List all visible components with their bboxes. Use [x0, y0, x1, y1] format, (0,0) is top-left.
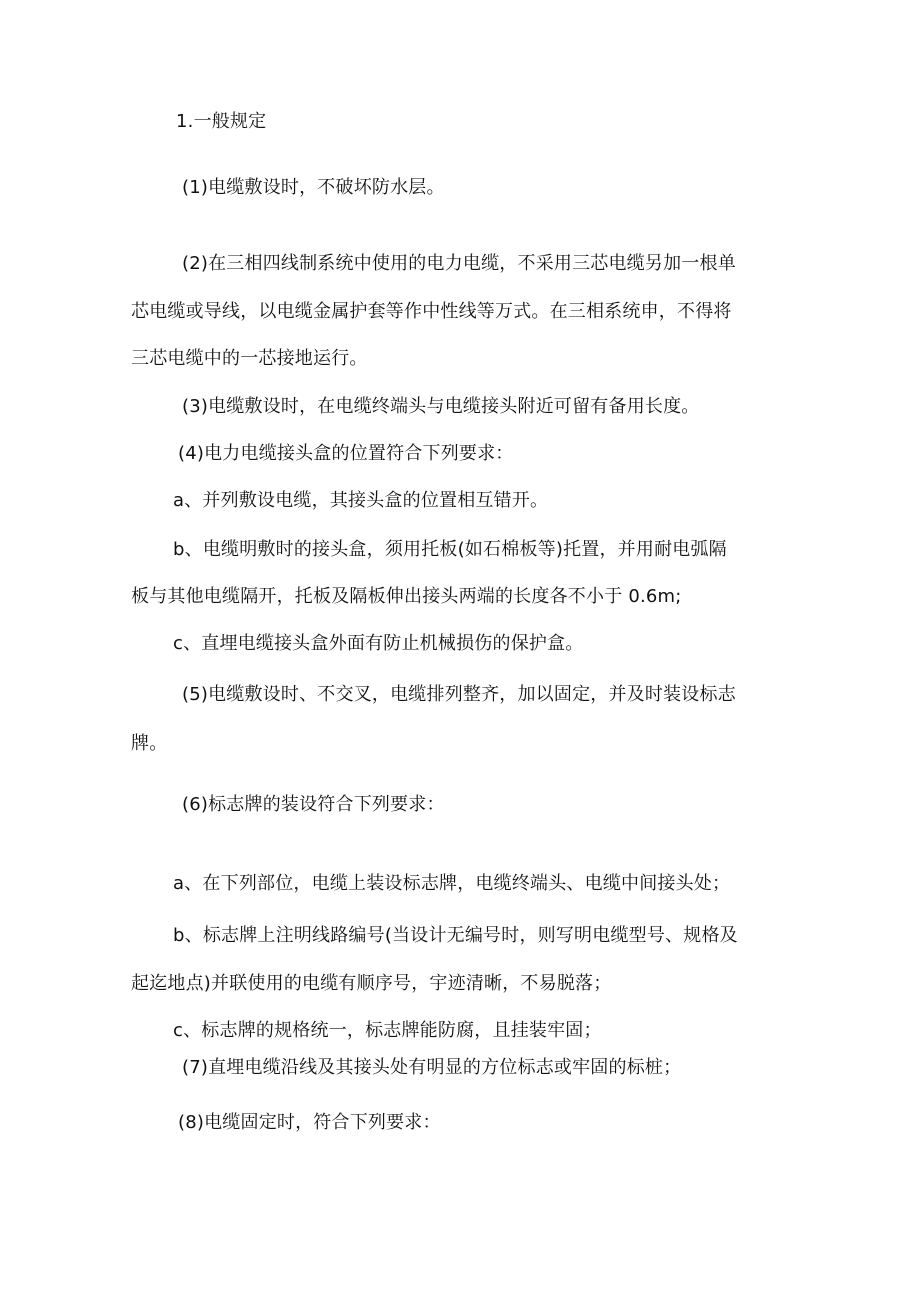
paragraph-6-item-c: c、标志牌的规格统一，标志牌能防腐，且挂装牢固； — [173, 1020, 602, 1041]
paragraph-6-item-b-line-2: 起迄地点)并联使用的电缆有顺序号，宇迹清晰，不易脱落； — [131, 973, 612, 994]
paragraph-6: (6)标志牌的装设符合下列要求： — [182, 794, 445, 815]
section-heading: 1.一般规定 — [176, 111, 267, 132]
paragraph-2-line-1: (2)在三相四线制系统中使用的电力电缆，不采用三芯电缆另加一根单 — [182, 253, 736, 274]
paragraph-4-item-b-line-2: 板与其他电缆隔开，托板及隔板伸出接头两端的长度各不小于 0.6m; — [131, 586, 682, 607]
paragraph-4-item-a: a、并列敷设电缆，其接头盒的位置相互错开。 — [173, 490, 549, 511]
paragraph-2-line-2: 芯电缆或导线，以电缆金属护套等作中性线等万式。在三相系统申，不得将 — [131, 301, 732, 322]
paragraph-3: (3)电缆敷设时，在电缆终端头与电缆接头附近可留有备用长度。 — [182, 396, 700, 417]
paragraph-4-item-c: c、直埋电缆接头盒外面有防止机械损伤的保护盒。 — [173, 633, 584, 654]
paragraph-4-item-b-line-1: b、电缆明敷时的接头盒，须用托板(如石棉板等)托置，并用耐电弧隔 — [173, 539, 727, 560]
paragraph-1: (1)电缆敷设时，不破坏防水层。 — [182, 177, 445, 198]
paragraph-7: (7)直埋电缆沿线及其接头处有明显的方位标志或牢固的标桩； — [182, 1057, 682, 1078]
paragraph-5-line-1: (5)电缆敷设时、不交叉，电缆排列整齐，加以固定，并及时装设标志 — [182, 684, 736, 705]
paragraph-6-item-a: a、在下列部位，电缆上装设标志牌，电缆终端头、电缆中间接头处； — [173, 873, 731, 894]
paragraph-4: (4)电力电缆接头盒的位置符合下列要求： — [178, 443, 514, 464]
paragraph-5-line-2: 牌。 — [131, 733, 168, 754]
paragraph-2-line-3: 三芯电缆中的一芯接地运行。 — [131, 348, 368, 369]
paragraph-6-item-b-line-1: b、标志牌上注明线路编号(当设计无编号时，则写明电缆型号、规格及 — [173, 925, 738, 946]
paragraph-8: (8)电缆固定时，符合下列要求： — [178, 1112, 441, 1133]
